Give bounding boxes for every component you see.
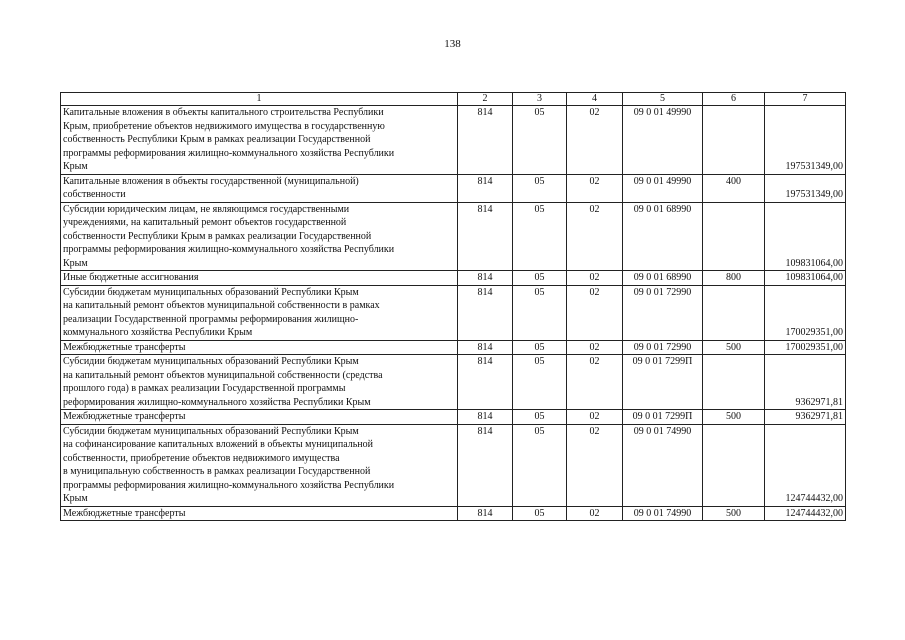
row-description xyxy=(61,174,458,202)
cell-amount: 197531349,00 xyxy=(765,106,846,175)
column-header: 2 xyxy=(458,93,513,106)
cell-ved: 814 xyxy=(458,355,513,410)
cell-section: 05 xyxy=(513,506,567,521)
cell-expense-type: 500 xyxy=(703,410,765,425)
cell-ved: 814 xyxy=(458,271,513,286)
row-description xyxy=(61,106,458,175)
column-header: 5 xyxy=(623,93,703,106)
cell-target-article: 09 0 01 74990 xyxy=(623,506,703,521)
table-row xyxy=(61,285,846,340)
cell-subsection: 02 xyxy=(567,340,623,355)
column-header: 4 xyxy=(567,93,623,106)
description-line: Крым xyxy=(63,493,88,504)
description-line: Крым xyxy=(63,257,88,269)
description-line: собственности xyxy=(63,189,126,200)
cell-subsection: 02 xyxy=(567,106,623,175)
cell-expense-type: 500 xyxy=(703,506,765,521)
description-line: на софинансирование капитальных вложений в объекты муниципальной xyxy=(63,439,373,450)
cell-ved: 814 xyxy=(458,506,513,521)
table-row xyxy=(61,355,846,410)
cell-amount: 170029351,00 xyxy=(765,340,846,355)
cell-expense-type xyxy=(703,202,765,271)
cell-amount: 124744432,00 xyxy=(765,506,846,521)
table-row xyxy=(61,410,846,425)
cell-section: 05 xyxy=(513,174,567,202)
cell-subsection: 02 xyxy=(567,271,623,286)
column-header: 1 xyxy=(61,93,458,106)
cell-target-article: 09 0 01 7299П xyxy=(623,410,703,425)
cell-expense-type: 500 xyxy=(703,340,765,355)
budget-table xyxy=(60,92,846,521)
column-header: 7 xyxy=(765,93,846,106)
description-line: прошлого года) в рамках реализации Государственной программы xyxy=(63,383,346,394)
cell-subsection: 02 xyxy=(567,424,623,506)
description-line: собственности, приобретение объектов недвижимого имущества xyxy=(63,452,340,464)
cell-ved: 814 xyxy=(458,202,513,271)
description-line: Капитальные вложения в объекты государственной (муниципальной) xyxy=(63,175,359,187)
row-description xyxy=(61,424,458,506)
description-line: Субсидии бюджетам муниципальных образований Республики Крым xyxy=(63,356,359,367)
table-header-row xyxy=(61,93,846,106)
cell-amount: 9362971,81 xyxy=(765,410,846,425)
row-description xyxy=(61,506,458,521)
cell-target-article: 09 0 01 72990 xyxy=(623,340,703,355)
description-line: коммунального хозяйства Республики Крым xyxy=(63,327,253,338)
cell-subsection: 02 xyxy=(567,355,623,410)
description-line: Субсидии бюджетам муниципальных образований Республики Крым xyxy=(63,425,359,437)
table-row xyxy=(61,271,846,286)
cell-target-article: 09 0 01 68990 xyxy=(623,202,703,271)
column-header: 6 xyxy=(703,93,765,106)
cell-ved: 814 xyxy=(458,410,513,425)
table-row xyxy=(61,340,846,355)
cell-target-article: 09 0 01 68990 xyxy=(623,271,703,286)
cell-subsection: 02 xyxy=(567,202,623,271)
row-description xyxy=(61,202,458,271)
cell-subsection: 02 xyxy=(567,285,623,340)
cell-amount: 170029351,00 xyxy=(765,285,846,340)
cell-section: 05 xyxy=(513,285,567,340)
cell-target-article: 09 0 01 74990 xyxy=(623,424,703,506)
column-header: 3 xyxy=(513,93,567,106)
description-line: Межбюджетные трансферты xyxy=(63,341,186,353)
description-line: реализации Государственной программы реформирования жилищно- xyxy=(63,313,359,325)
description-line: Субсидии бюджетам муниципальных образований Республики Крым xyxy=(63,286,359,298)
row-description xyxy=(61,271,458,286)
cell-amount: 197531349,00 xyxy=(765,174,846,202)
cell-ved: 814 xyxy=(458,174,513,202)
cell-section: 05 xyxy=(513,410,567,425)
description-line: Крым, приобретение объектов недвижимого имущества в государственную xyxy=(63,120,385,132)
description-line: Межбюджетные трансферты xyxy=(63,507,186,519)
cell-section: 05 xyxy=(513,106,567,175)
description-line: Капитальные вложения в объекты капитального строительства Республики xyxy=(63,107,384,118)
cell-expense-type: 800 xyxy=(703,271,765,286)
cell-subsection: 02 xyxy=(567,506,623,521)
description-line: Межбюджетные трансферты xyxy=(63,411,186,422)
cell-section: 05 xyxy=(513,340,567,355)
table-row xyxy=(61,106,846,175)
description-line: в муниципальную собственность в рамках реализации Государственной xyxy=(63,466,371,477)
row-description xyxy=(61,340,458,355)
description-line: программы реформирования жилищно-коммунального хозяйства Республики xyxy=(63,147,395,159)
cell-subsection: 02 xyxy=(567,174,623,202)
cell-section: 05 xyxy=(513,424,567,506)
description-line: собственности Республики Крым в рамках реализации Государственной xyxy=(63,230,372,242)
cell-section: 05 xyxy=(513,271,567,286)
cell-amount: 109831064,00 xyxy=(765,202,846,271)
cell-expense-type xyxy=(703,355,765,410)
table-row xyxy=(61,506,846,521)
description-line: реформирования жилищно-коммунального хозяйства Республики Крым xyxy=(63,396,371,408)
row-description xyxy=(61,285,458,340)
cell-ved: 814 xyxy=(458,424,513,506)
description-line: на капитальный ремонт объектов муниципальной собственности в рамках xyxy=(63,300,380,311)
description-line: программы реформирования жилищно-коммунального хозяйства Республики xyxy=(63,244,395,255)
page-number: 138 xyxy=(444,38,461,50)
description-line: учреждениями, на капитальный ремонт объектов государственной xyxy=(63,217,347,228)
cell-target-article: 09 0 01 49990 xyxy=(623,106,703,175)
description-line: Крым xyxy=(63,161,88,172)
table-row xyxy=(61,174,846,202)
cell-expense-type: 400 xyxy=(703,174,765,202)
description-line: Иные бюджетные ассигнования xyxy=(63,272,199,283)
description-line: Субсидии юридическим лицам, не являющимся государственными xyxy=(63,203,350,215)
table-row xyxy=(61,424,846,506)
cell-expense-type xyxy=(703,285,765,340)
description-line: собственность Республики Крым в рамках реализации Государственной xyxy=(63,134,371,145)
cell-expense-type xyxy=(703,424,765,506)
cell-ved: 814 xyxy=(458,106,513,175)
cell-section: 05 xyxy=(513,202,567,271)
cell-ved: 814 xyxy=(458,285,513,340)
row-description xyxy=(61,355,458,410)
table-row xyxy=(61,202,846,271)
cell-target-article: 09 0 01 72990 xyxy=(623,285,703,340)
row-description xyxy=(61,410,458,425)
description-line: на капитальный ремонт объектов муниципальной собственности (средства xyxy=(63,369,383,381)
cell-target-article: 09 0 01 7299П xyxy=(623,355,703,410)
cell-amount: 9362971,81 xyxy=(765,355,846,410)
cell-amount: 124744432,00 xyxy=(765,424,846,506)
cell-amount: 109831064,00 xyxy=(765,271,846,286)
cell-section: 05 xyxy=(513,355,567,410)
cell-ved: 814 xyxy=(458,340,513,355)
cell-expense-type xyxy=(703,106,765,175)
cell-subsection: 02 xyxy=(567,410,623,425)
description-line: программы реформирования жилищно-коммунального хозяйства Республики xyxy=(63,479,395,491)
cell-target-article: 09 0 01 49990 xyxy=(623,174,703,202)
